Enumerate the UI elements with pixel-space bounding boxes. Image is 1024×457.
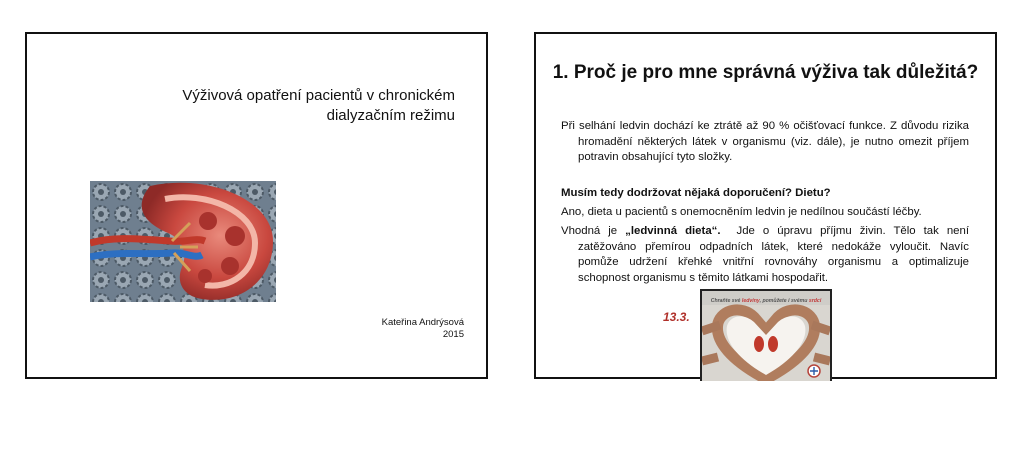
event-date: 13.3. (663, 310, 690, 324)
content-slide (534, 32, 997, 379)
slide-heading: 1. Proč je pro mne správná výživa tak důležitá? (552, 62, 979, 83)
paragraph-line: Při selhání ledvin dochází ke ztrátě až 90 % očišťovací funkce. Z důvodu rizika (561, 120, 969, 132)
paragraph-line: pomůže udržení křehké vnitřní rovnováhy organismu a optimalizuje (578, 256, 969, 268)
paragraph-line: schopnost organismu s těmito látkami hospodařit. (578, 271, 829, 284)
diet-answer: Ano, dieta u pacientů s onemocněním ledvin je nedílnou součástí léčby. (561, 206, 922, 218)
paragraph-prefix: Vhodná je (561, 225, 626, 237)
title-line-2: dialyzačním režimu (326, 107, 455, 124)
caption-highlight: ledviny (741, 298, 760, 304)
diet-question: Musím tedy dodržovat nějaká doporučení? Dietu? (561, 187, 831, 199)
paragraph-line (561, 224, 969, 240)
title-line-1: Výživová opatření pacientů v chronickém (182, 87, 455, 104)
paragraph-rest: Jde o úpravu příjmu živin. Tělo tak není (720, 225, 969, 237)
poster-caption (706, 298, 826, 304)
caption-part: Chraňte své (710, 298, 742, 304)
author-block (382, 317, 464, 341)
caption-highlight: srdci (808, 298, 822, 304)
author-name: Kateřina Andrýsová (381, 317, 464, 328)
paragraph-line: hromadění některých látek v organismu (viz. dále), je nutno omezit příjem (578, 135, 969, 148)
title-slide (25, 32, 488, 379)
world-kidney-day-poster (700, 289, 832, 381)
caption-part: , pomůžete i svému (759, 298, 809, 304)
presentation-title (147, 86, 455, 126)
kidney-gears-image (90, 181, 276, 302)
paragraph-kidney-diet (561, 224, 969, 286)
presentation-year: 2015 (442, 329, 464, 340)
paragraph-line: zatěžováno přemírou odpadních látek, které nedokáže vyloučit. Navíc (578, 240, 969, 253)
paragraph-kidney-failure (561, 119, 969, 166)
heart-hands-icon (702, 291, 830, 381)
kidney-diet-term: „ledvinná dieta“. (625, 225, 721, 237)
paragraph-line: potravin obsahující tyto složky. (578, 151, 733, 163)
